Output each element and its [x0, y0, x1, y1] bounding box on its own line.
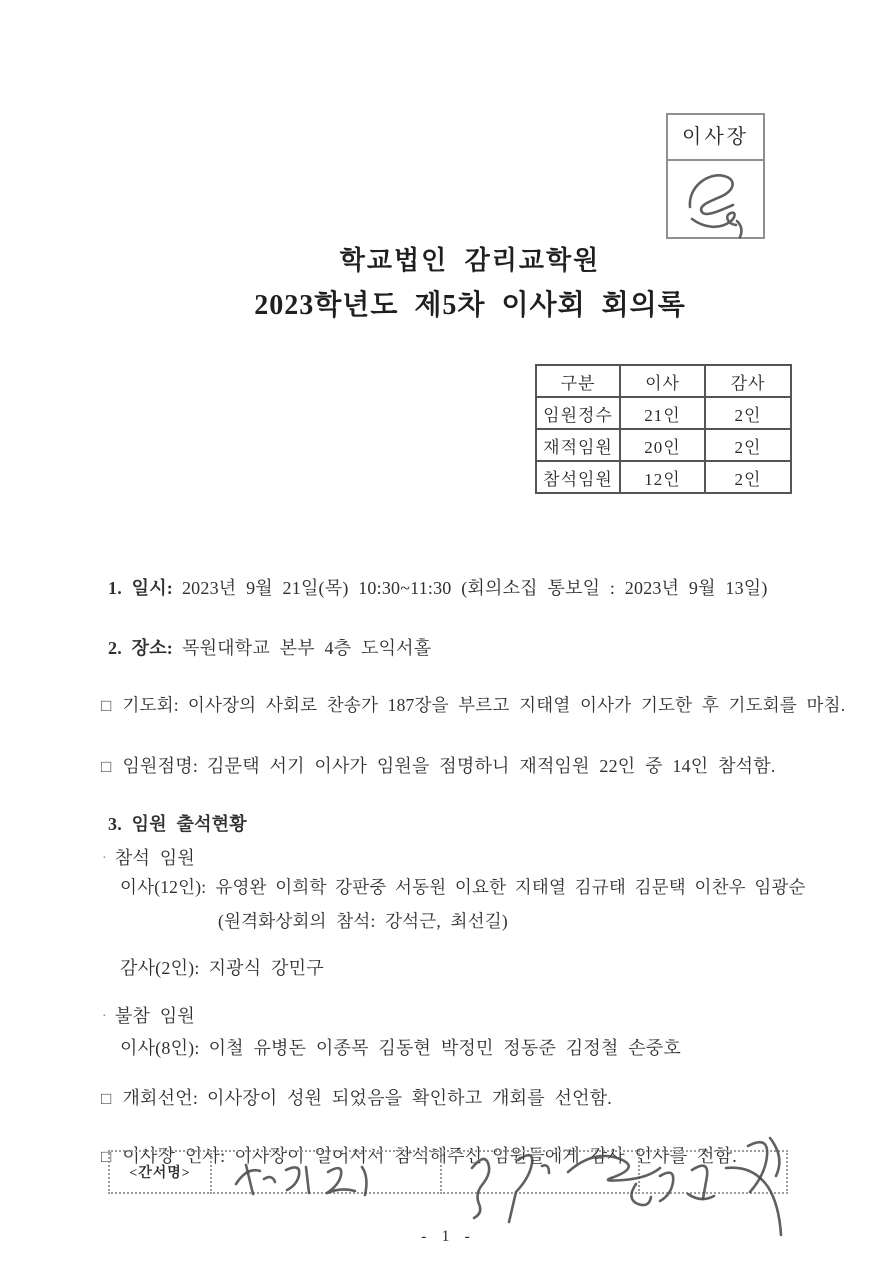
present-auditors-names: 지광식 강민구	[208, 958, 324, 978]
line-place	[108, 634, 431, 660]
org-title: 학교법인 감리교학원	[339, 246, 601, 275]
cell-directors: 20인	[620, 429, 705, 461]
title-block	[47, 240, 893, 323]
place-text: 목원대학교 본부 4층 도익서홀	[181, 638, 432, 658]
rollcall-label: 임원점명:	[122, 756, 199, 776]
present-directors-names: 유영완 이희학 강판중 서동원 이요한 지태열 김규태 김문택 이찬우 임광순	[215, 876, 806, 897]
line-datetime	[108, 574, 768, 600]
opening-text: 이사장이 성원 되었음을 확인하고 개회를 선언함.	[207, 1088, 612, 1108]
row-label: 참석임원	[536, 461, 620, 493]
checkbox-icon: □	[101, 757, 112, 776]
stamp-label: 이사장	[668, 115, 763, 161]
cell-auditors: 2인	[705, 429, 791, 461]
absent-heading-text: 불참 임원	[114, 1006, 195, 1026]
signature-cell-2	[440, 1150, 640, 1194]
col-header: 구분	[536, 365, 620, 397]
bullet-icon: ·	[102, 1009, 107, 1024]
line-present-auditors	[120, 954, 324, 980]
signature-cell-3	[638, 1150, 788, 1194]
prayer-text: 이사장의 사회로 찬송가 187장을 부르고 지태열 이사가 기도한 후 기도회를 마침.	[187, 694, 846, 715]
line-remote-note: (원격화상회의 참석: 강석근, 최선길)	[218, 910, 508, 931]
col-header: 이사	[620, 365, 705, 397]
page-signature-row	[108, 1150, 790, 1194]
signature-cell-1	[210, 1150, 442, 1194]
quorum-header-row	[536, 365, 791, 397]
page-number: - 1 -	[421, 1228, 472, 1245]
chairman-stamp-box	[666, 113, 765, 239]
attendance-heading: 3. 임원 출석현황	[108, 814, 247, 834]
cell-auditors: 2인	[705, 397, 791, 429]
present-auditors-label: 감사(2인):	[120, 958, 200, 978]
opening-label: 개회선언:	[122, 1088, 199, 1108]
absent-directors-label: 이사(8인):	[120, 1038, 200, 1058]
greeting-text: 이사장이 일어서서 참석해주신 임원들에게 감사 인사를 전함.	[234, 1146, 737, 1166]
doc-title: 2023학년도 제5차 이사회 회의록	[254, 290, 686, 321]
line-rollcall	[101, 752, 776, 778]
rollcall-text: 김문택 서기 이사가 임원을 점명하니 재적임원 22인 중 14인 참석함.	[207, 756, 776, 776]
greeting-label: 이사장 인사:	[122, 1146, 226, 1166]
datetime-label: 1. 일시:	[108, 578, 173, 598]
table-row	[536, 429, 791, 461]
cell-directors: 21인	[620, 397, 705, 429]
line-opening	[101, 1084, 612, 1110]
table-row	[536, 461, 791, 493]
checkbox-icon: □	[101, 1147, 112, 1166]
checkbox-icon: □	[101, 695, 112, 715]
cell-auditors: 2인	[705, 461, 791, 493]
bullet-icon: ·	[102, 851, 107, 866]
present-directors-label: 이사(12인):	[120, 876, 207, 897]
prayer-label: 기도회:	[122, 694, 179, 715]
absent-heading	[102, 1002, 195, 1028]
row-label: 임원정수	[536, 397, 620, 429]
cell-directors: 12인	[620, 461, 705, 493]
absent-directors-names: 이철 유병돈 이종목 김동현 박정민 정동준 김정철 손중호	[208, 1038, 681, 1058]
signature-row-label: <간서명>	[108, 1150, 212, 1194]
checkbox-icon: □	[101, 1089, 112, 1108]
line-absent-directors	[120, 1034, 681, 1060]
present-heading	[102, 844, 195, 870]
chairman-signature-icon	[668, 161, 763, 239]
row-label: 재적임원	[536, 429, 620, 461]
present-heading-text: 참석 임원	[114, 848, 195, 868]
datetime-text: 2023년 9월 21일(목) 10:30~11:30 (회의소집 통보일 : 2023년 9월 13일)	[181, 578, 768, 598]
quorum-table	[535, 364, 792, 494]
line-present-directors	[120, 874, 806, 899]
col-header: 감사	[705, 365, 791, 397]
place-label: 2. 장소:	[108, 638, 173, 658]
table-row	[536, 397, 791, 429]
line-prayer	[101, 692, 845, 717]
